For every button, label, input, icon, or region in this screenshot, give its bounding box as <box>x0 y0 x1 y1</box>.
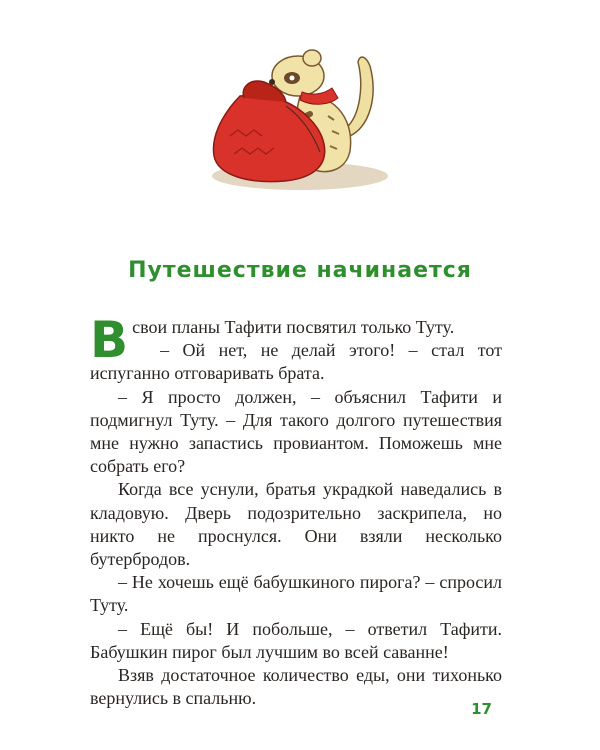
ear <box>303 50 321 66</box>
tail <box>346 57 373 136</box>
paragraph: – Ещё бы! И побольше, – ответил Тафити. Бабушкин пирог был лучшим во всей саванне! <box>90 618 502 662</box>
drop-cap: В <box>90 311 129 369</box>
paragraph: Взяв достаточное количество еды, они тихонько вернулись в спальню. <box>90 665 502 709</box>
paragraph: – Я просто должен, – объяснил Тафити и подмигнул Туту. – Для такого долгого путешествия мне нужно запастись провиантом. Поможешь мне собрать его? <box>90 386 502 477</box>
paragraph: – Ой нет, не делай этого! – стал тот испуганно отговаривать брата. <box>90 340 502 384</box>
eye <box>290 76 295 81</box>
story-text <box>90 311 502 710</box>
meerkat-with-sack-illustration <box>200 36 390 196</box>
paragraph: Когда все уснули, братья украдкой наведались в кладовую. Дверь подозрительно заскрипела, но никто не проснулся. Они взяли несколько бутербродов. <box>90 479 502 570</box>
chapter-title: Путешествие начинается <box>128 258 472 283</box>
paragraph: – Не хочешь ещё бабушкиного пирога? – спросил Туту. <box>90 572 502 616</box>
page-number: 17 <box>471 700 492 718</box>
paragraph: Всвои планы Тафити посвятил только Туту. <box>90 311 455 369</box>
